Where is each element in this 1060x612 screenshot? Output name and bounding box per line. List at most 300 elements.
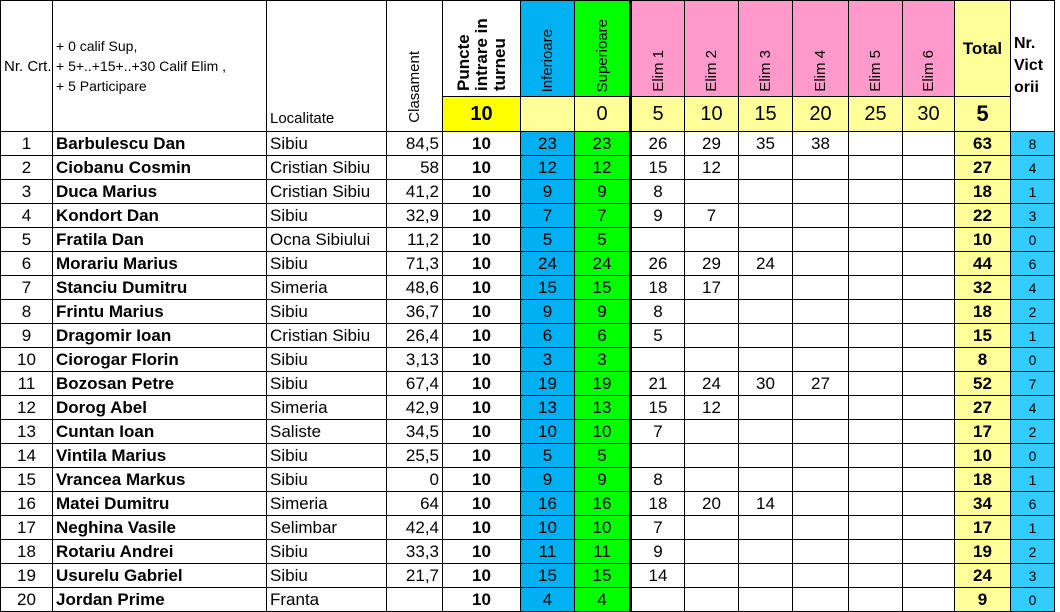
subheader-puncte: 10 (443, 97, 521, 132)
cell-elim-6 (903, 156, 955, 180)
table-row (1, 276, 1055, 300)
cell-elim-1: 15 (631, 396, 685, 420)
cell-elim-1 (631, 348, 685, 372)
subheader-superioare: 0 (575, 97, 631, 132)
subheader-elim-2: 10 (685, 97, 739, 132)
cell-elim-6 (903, 276, 955, 300)
cell-elim-1: 21 (631, 372, 685, 396)
cell-puncte: 10 (443, 420, 521, 444)
cell-inferioare: 9 (521, 180, 575, 204)
cell-elim-5 (849, 516, 903, 540)
cell-name: Usurelu Gabriel (53, 564, 267, 588)
cell-elim-3 (739, 468, 793, 492)
cell-elim-6 (903, 132, 955, 156)
table-row (1, 516, 1055, 540)
cell-total: 24 (955, 564, 1011, 588)
cell-elim-3 (739, 180, 793, 204)
cell-elim-1: 26 (631, 132, 685, 156)
cell-elim-5 (849, 492, 903, 516)
cell-localitate: Simeria (267, 492, 387, 516)
cell-elim-4 (793, 276, 849, 300)
cell-elim-2: 29 (685, 132, 739, 156)
cell-nr: 18 (1, 540, 53, 564)
cell-superioare: 16 (575, 492, 631, 516)
cell-inferioare: 4 (521, 588, 575, 612)
table-row (1, 564, 1055, 588)
cell-elim-6 (903, 492, 955, 516)
cell-elim-2 (685, 180, 739, 204)
cell-elim-5 (849, 444, 903, 468)
cell-inferioare: 6 (521, 324, 575, 348)
cell-victorii: 2 (1011, 300, 1055, 324)
cell-elim-5 (849, 132, 903, 156)
cell-puncte: 10 (443, 468, 521, 492)
cell-total: 10 (955, 444, 1011, 468)
cell-victorii: 1 (1011, 468, 1055, 492)
cell-elim-3 (739, 204, 793, 228)
cell-total: 32 (955, 276, 1011, 300)
cell-localitate: Cristian Sibiu (267, 180, 387, 204)
cell-elim-3 (739, 396, 793, 420)
cell-puncte: 10 (443, 132, 521, 156)
cell-elim-2 (685, 300, 739, 324)
cell-puncte: 10 (443, 540, 521, 564)
table-row (1, 348, 1055, 372)
cell-victorii: 3 (1011, 204, 1055, 228)
cell-elim-3 (739, 564, 793, 588)
cell-inferioare: 15 (521, 564, 575, 588)
header-rules: + 0 calif Sup, + 5+..+15+..+30 Calif Elim , + 5 Participare (53, 1, 267, 132)
cell-elim-4 (793, 348, 849, 372)
table-row (1, 300, 1055, 324)
cell-puncte: 10 (443, 444, 521, 468)
cell-nr: 19 (1, 564, 53, 588)
cell-elim-2 (685, 516, 739, 540)
cell-total: 27 (955, 156, 1011, 180)
cell-inferioare: 9 (521, 300, 575, 324)
cell-localitate: Sibiu (267, 132, 387, 156)
cell-elim-2 (685, 420, 739, 444)
cell-superioare: 9 (575, 180, 631, 204)
cell-inferioare: 12 (521, 156, 575, 180)
cell-name: Jordan Prime (53, 588, 267, 612)
header-localitate: Localitate (267, 1, 387, 132)
cell-localitate: Sibiu (267, 444, 387, 468)
cell-puncte: 10 (443, 228, 521, 252)
cell-elim-5 (849, 348, 903, 372)
cell-clasament: 42,4 (387, 516, 443, 540)
cell-inferioare: 23 (521, 132, 575, 156)
cell-elim-1 (631, 444, 685, 468)
cell-elim-5 (849, 204, 903, 228)
header-elim-1: Elim 1 (631, 1, 685, 97)
table-row (1, 468, 1055, 492)
cell-elim-4 (793, 396, 849, 420)
cell-elim-5 (849, 564, 903, 588)
cell-name: Dorog Abel (53, 396, 267, 420)
cell-localitate: Selimbar (267, 516, 387, 540)
cell-clasament: 58 (387, 156, 443, 180)
cell-localitate: Ocna Sibiului (267, 228, 387, 252)
cell-elim-1: 9 (631, 540, 685, 564)
cell-total: 22 (955, 204, 1011, 228)
cell-victorii: 8 (1011, 132, 1055, 156)
cell-elim-2: 12 (685, 156, 739, 180)
cell-localitate: Sibiu (267, 204, 387, 228)
cell-name: Dragomir Ioan (53, 324, 267, 348)
cell-total: 15 (955, 324, 1011, 348)
subheader-elim-6: 30 (903, 97, 955, 132)
cell-superioare: 9 (575, 468, 631, 492)
cell-elim-2: 20 (685, 492, 739, 516)
cell-elim-4: 27 (793, 372, 849, 396)
cell-name: Bozosan Petre (53, 372, 267, 396)
cell-elim-2: 7 (685, 204, 739, 228)
cell-elim-3 (739, 156, 793, 180)
cell-puncte: 10 (443, 492, 521, 516)
cell-inferioare: 24 (521, 252, 575, 276)
cell-elim-1: 5 (631, 324, 685, 348)
cell-victorii: 0 (1011, 588, 1055, 612)
cell-elim-4 (793, 564, 849, 588)
cell-localitate: Simeria (267, 276, 387, 300)
cell-clasament: 48,6 (387, 276, 443, 300)
cell-localitate: Cristian Sibiu (267, 156, 387, 180)
cell-victorii: 4 (1011, 396, 1055, 420)
cell-clasament (387, 588, 443, 612)
cell-elim-3: 35 (739, 132, 793, 156)
header-elim-4: Elim 4 (793, 1, 849, 97)
cell-name: Morariu Marius (53, 252, 267, 276)
cell-name: Vrancea Markus (53, 468, 267, 492)
cell-puncte: 10 (443, 204, 521, 228)
cell-puncte: 10 (443, 276, 521, 300)
cell-clasament: 21,7 (387, 564, 443, 588)
cell-nr: 3 (1, 180, 53, 204)
cell-clasament: 34,5 (387, 420, 443, 444)
cell-inferioare: 15 (521, 276, 575, 300)
header-puncte: Puncte intrare in turneu (443, 1, 521, 97)
cell-superioare: 24 (575, 252, 631, 276)
cell-elim-3 (739, 420, 793, 444)
cell-elim-4 (793, 444, 849, 468)
cell-superioare: 10 (575, 420, 631, 444)
cell-elim-6 (903, 252, 955, 276)
cell-victorii: 7 (1011, 372, 1055, 396)
cell-elim-3: 30 (739, 372, 793, 396)
cell-name: Ciorogar Florin (53, 348, 267, 372)
cell-nr: 12 (1, 396, 53, 420)
cell-inferioare: 5 (521, 444, 575, 468)
cell-elim-6 (903, 324, 955, 348)
cell-total: 27 (955, 396, 1011, 420)
cell-elim-4 (793, 252, 849, 276)
cell-clasament: 3,13 (387, 348, 443, 372)
subheader-elim-1: 5 (631, 97, 685, 132)
cell-clasament: 26,4 (387, 324, 443, 348)
cell-elim-3: 24 (739, 252, 793, 276)
cell-total: 44 (955, 252, 1011, 276)
header-superioare: Superioare (575, 1, 631, 97)
subheader-elim-4: 20 (793, 97, 849, 132)
cell-puncte: 10 (443, 372, 521, 396)
cell-clasament: 67,4 (387, 372, 443, 396)
cell-superioare: 4 (575, 588, 631, 612)
cell-victorii: 4 (1011, 276, 1055, 300)
cell-elim-1: 14 (631, 564, 685, 588)
table-row (1, 588, 1055, 612)
cell-nr: 8 (1, 300, 53, 324)
cell-elim-6 (903, 468, 955, 492)
cell-elim-3 (739, 276, 793, 300)
table-row (1, 180, 1055, 204)
table-row (1, 228, 1055, 252)
cell-victorii: 4 (1011, 156, 1055, 180)
table-row (1, 540, 1055, 564)
cell-nr: 6 (1, 252, 53, 276)
cell-elim-2: 24 (685, 372, 739, 396)
table-row (1, 420, 1055, 444)
cell-elim-2: 17 (685, 276, 739, 300)
cell-superioare: 12 (575, 156, 631, 180)
table-row (1, 156, 1055, 180)
cell-elim-1: 18 (631, 492, 685, 516)
cell-elim-6 (903, 516, 955, 540)
cell-localitate: Sibiu (267, 468, 387, 492)
header-elim-6: Elim 6 (903, 1, 955, 97)
cell-superioare: 7 (575, 204, 631, 228)
table-row (1, 396, 1055, 420)
cell-clasament: 36,7 (387, 300, 443, 324)
cell-elim-3 (739, 300, 793, 324)
table-row (1, 372, 1055, 396)
cell-elim-5 (849, 228, 903, 252)
cell-superioare: 15 (575, 564, 631, 588)
cell-elim-6 (903, 372, 955, 396)
cell-victorii: 6 (1011, 252, 1055, 276)
cell-name: Cuntan Ioan (53, 420, 267, 444)
cell-elim-1: 7 (631, 516, 685, 540)
cell-puncte: 10 (443, 156, 521, 180)
cell-elim-6 (903, 348, 955, 372)
cell-clasament: 42,9 (387, 396, 443, 420)
cell-puncte: 10 (443, 516, 521, 540)
cell-inferioare: 7 (521, 204, 575, 228)
cell-name: Rotariu Andrei (53, 540, 267, 564)
cell-puncte: 10 (443, 300, 521, 324)
cell-inferioare: 9 (521, 468, 575, 492)
cell-nr: 11 (1, 372, 53, 396)
cell-victorii: 6 (1011, 492, 1055, 516)
subheader-elim-3: 15 (739, 97, 793, 132)
header-victorii: Nr. Vict orii (1011, 1, 1055, 132)
cell-puncte: 10 (443, 348, 521, 372)
cell-total: 18 (955, 300, 1011, 324)
cell-victorii: 2 (1011, 420, 1055, 444)
cell-superioare: 5 (575, 444, 631, 468)
table-row (1, 204, 1055, 228)
cell-elim-6 (903, 396, 955, 420)
cell-elim-2 (685, 324, 739, 348)
cell-elim-6 (903, 588, 955, 612)
cell-elim-5 (849, 252, 903, 276)
subheader-inferioare (521, 97, 575, 132)
cell-elim-3 (739, 348, 793, 372)
cell-superioare: 6 (575, 324, 631, 348)
cell-puncte: 10 (443, 396, 521, 420)
cell-elim-6 (903, 564, 955, 588)
cell-inferioare: 10 (521, 516, 575, 540)
cell-puncte: 10 (443, 588, 521, 612)
cell-inferioare: 19 (521, 372, 575, 396)
cell-victorii: 1 (1011, 180, 1055, 204)
header-clasament: Clasament (387, 1, 443, 132)
cell-localitate: Sibiu (267, 372, 387, 396)
cell-superioare: 19 (575, 372, 631, 396)
cell-elim-4 (793, 540, 849, 564)
cell-elim-5 (849, 300, 903, 324)
cell-elim-4 (793, 180, 849, 204)
cell-localitate: Sibiu (267, 540, 387, 564)
cell-elim-3 (739, 588, 793, 612)
cell-elim-1: 7 (631, 420, 685, 444)
cell-elim-5 (849, 396, 903, 420)
cell-puncte: 10 (443, 324, 521, 348)
cell-nr: 13 (1, 420, 53, 444)
cell-elim-4 (793, 228, 849, 252)
cell-elim-5 (849, 372, 903, 396)
subheader-elim-5: 25 (849, 97, 903, 132)
cell-localitate: Franta (267, 588, 387, 612)
table-row (1, 324, 1055, 348)
cell-elim-2 (685, 540, 739, 564)
cell-clasament: 84,5 (387, 132, 443, 156)
cell-victorii: 0 (1011, 228, 1055, 252)
cell-name: Barbulescu Dan (53, 132, 267, 156)
cell-nr: 4 (1, 204, 53, 228)
cell-elim-1: 26 (631, 252, 685, 276)
cell-nr: 17 (1, 516, 53, 540)
cell-superioare: 11 (575, 540, 631, 564)
cell-elim-4 (793, 300, 849, 324)
cell-nr: 2 (1, 156, 53, 180)
cell-elim-4 (793, 324, 849, 348)
header-elim-3: Elim 3 (739, 1, 793, 97)
cell-elim-4 (793, 516, 849, 540)
cell-nr: 10 (1, 348, 53, 372)
cell-nr: 20 (1, 588, 53, 612)
header-total: Total (955, 1, 1011, 97)
cell-name: Duca Marius (53, 180, 267, 204)
cell-localitate: Sibiu (267, 348, 387, 372)
cell-clasament: 0 (387, 468, 443, 492)
cell-elim-6 (903, 180, 955, 204)
header-nr-crt: Nr. Crt. (1, 1, 53, 132)
cell-elim-5 (849, 276, 903, 300)
cell-elim-1: 9 (631, 204, 685, 228)
cell-nr: 7 (1, 276, 53, 300)
cell-localitate: Sibiu (267, 252, 387, 276)
cell-victorii: 2 (1011, 540, 1055, 564)
cell-inferioare: 11 (521, 540, 575, 564)
cell-elim-6 (903, 540, 955, 564)
cell-inferioare: 3 (521, 348, 575, 372)
cell-total: 8 (955, 348, 1011, 372)
cell-elim-2 (685, 588, 739, 612)
cell-name: Neghina Vasile (53, 516, 267, 540)
table-row (1, 252, 1055, 276)
cell-name: Frintu Marius (53, 300, 267, 324)
cell-total: 52 (955, 372, 1011, 396)
cell-elim-1: 15 (631, 156, 685, 180)
cell-clasament: 33,3 (387, 540, 443, 564)
cell-name: Ciobanu Cosmin (53, 156, 267, 180)
cell-nr: 5 (1, 228, 53, 252)
cell-elim-3 (739, 228, 793, 252)
cell-elim-5 (849, 420, 903, 444)
cell-victorii: 0 (1011, 348, 1055, 372)
cell-nr: 15 (1, 468, 53, 492)
cell-elim-5 (849, 324, 903, 348)
cell-nr: 9 (1, 324, 53, 348)
cell-elim-4 (793, 588, 849, 612)
cell-elim-1: 8 (631, 468, 685, 492)
header-elim-2: Elim 2 (685, 1, 739, 97)
cell-superioare: 23 (575, 132, 631, 156)
cell-inferioare: 16 (521, 492, 575, 516)
cell-elim-2 (685, 468, 739, 492)
cell-localitate: Saliste (267, 420, 387, 444)
cell-elim-6 (903, 228, 955, 252)
cell-superioare: 10 (575, 516, 631, 540)
cell-superioare: 13 (575, 396, 631, 420)
cell-nr: 16 (1, 492, 53, 516)
header-elim-5: Elim 5 (849, 1, 903, 97)
cell-localitate: Sibiu (267, 564, 387, 588)
cell-total: 63 (955, 132, 1011, 156)
cell-total: 18 (955, 468, 1011, 492)
table-row (1, 492, 1055, 516)
cell-elim-5 (849, 180, 903, 204)
cell-inferioare: 10 (521, 420, 575, 444)
cell-elim-4 (793, 468, 849, 492)
cell-elim-2 (685, 444, 739, 468)
cell-elim-3 (739, 444, 793, 468)
cell-elim-2 (685, 564, 739, 588)
cell-total: 18 (955, 180, 1011, 204)
cell-total: 10 (955, 228, 1011, 252)
cell-total: 34 (955, 492, 1011, 516)
cell-clasament: 32,9 (387, 204, 443, 228)
cell-elim-3 (739, 516, 793, 540)
cell-elim-1: 8 (631, 180, 685, 204)
cell-localitate: Simeria (267, 396, 387, 420)
cell-elim-4: 38 (793, 132, 849, 156)
cell-elim-5 (849, 468, 903, 492)
cell-elim-2: 29 (685, 252, 739, 276)
cell-victorii: 1 (1011, 324, 1055, 348)
cell-total: 17 (955, 516, 1011, 540)
header-inferioare: Inferioare (521, 1, 575, 97)
cell-superioare: 3 (575, 348, 631, 372)
cell-elim-3: 14 (739, 492, 793, 516)
cell-name: Kondort Dan (53, 204, 267, 228)
cell-elim-1 (631, 588, 685, 612)
cell-name: Fratila Dan (53, 228, 267, 252)
cell-victorii: 1 (1011, 516, 1055, 540)
cell-inferioare: 5 (521, 228, 575, 252)
cell-elim-5 (849, 540, 903, 564)
